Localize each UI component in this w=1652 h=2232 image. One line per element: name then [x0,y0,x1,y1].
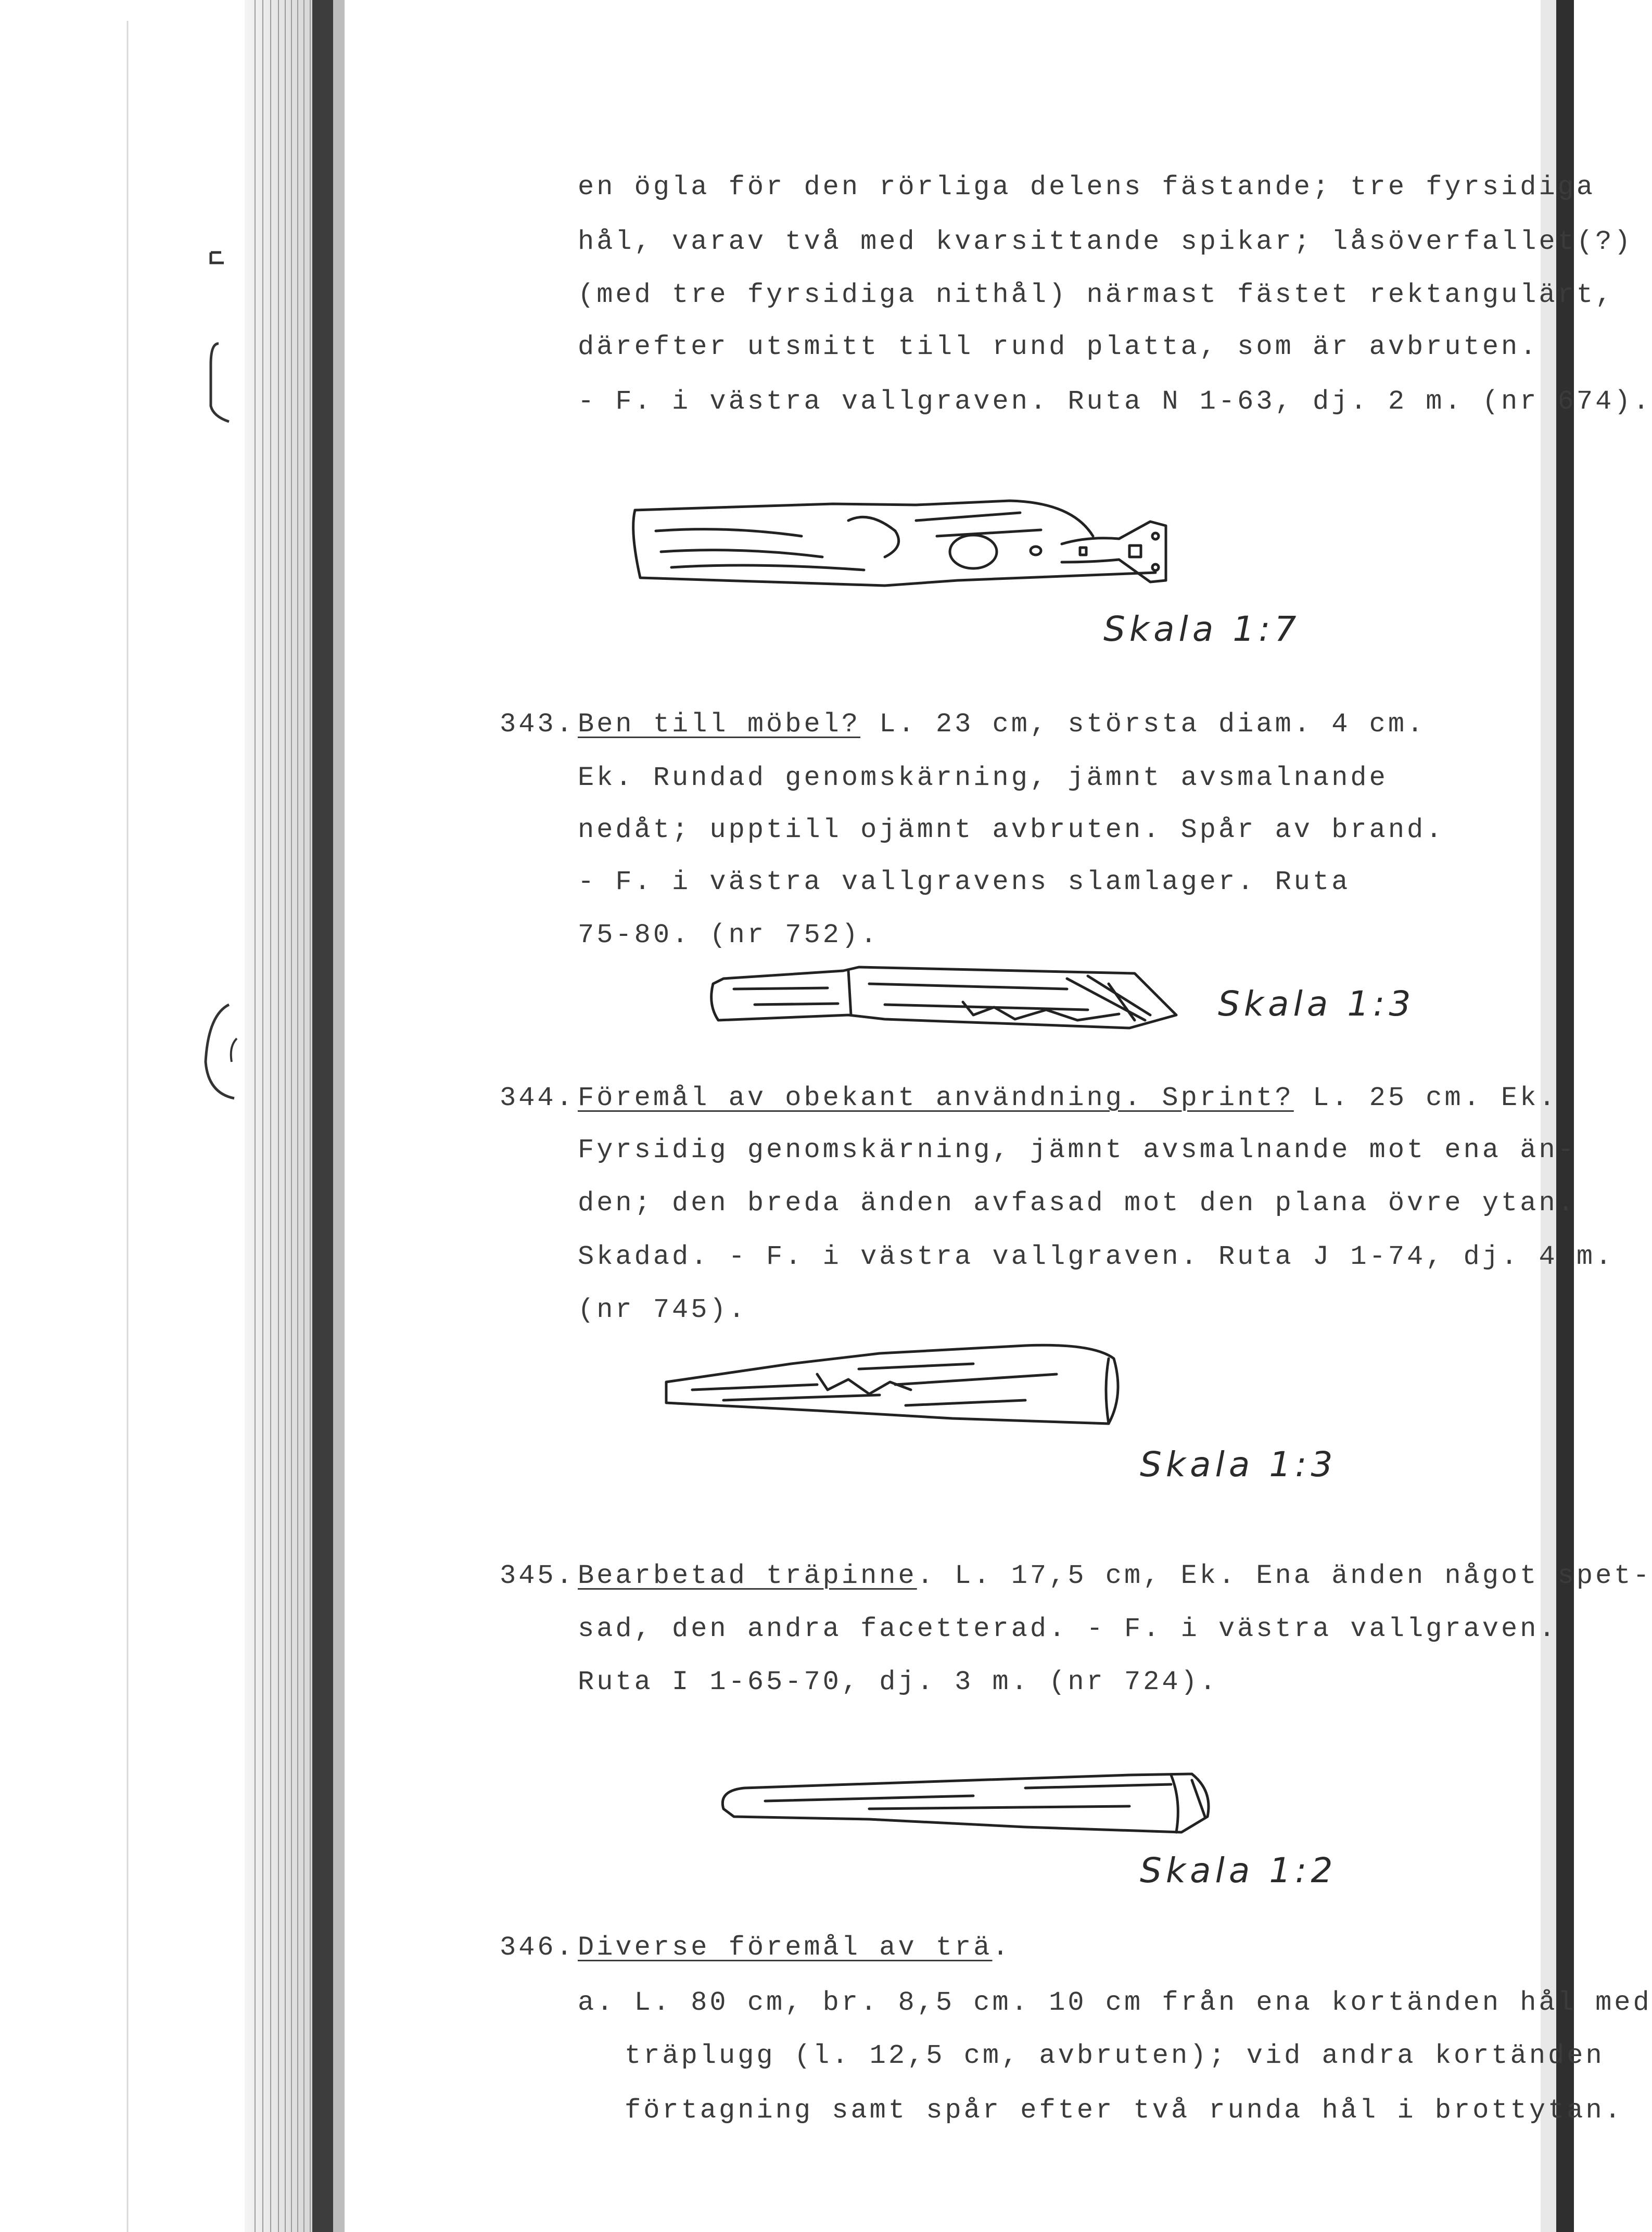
scale-label: Skala 1:7 [1103,609,1301,649]
text-line: en ögla för den rörliga delens fästande; tre fyrsidiga [578,172,1596,202]
text-line: därefter utsmitt till rund platta, som är avbruten. [578,332,1539,362]
text-line: a. L. 80 cm, br. 8,5 cm. 10 cm från ena kortänden hål med [578,1987,1652,2018]
text-line: (nr 745). [578,1295,747,1325]
furniture-leg-drawing [703,953,1192,1041]
text-line: (med tre fyrsidiga nithål) närmast fästet rektangulärt, [578,280,1615,310]
text-line: 75-80. (nr 752). [578,920,880,950]
text-line: Fyrsidig genomskärning, jämnt avsmalnande mot ena än- [578,1135,1577,1165]
text-line: - F. i västra vallgravens slamlager. Ruta [578,867,1351,897]
scale-label: Skala 1:2 [1140,1850,1337,1891]
entry-title: Bearbetad träpinne [578,1561,917,1591]
entry-number: 344. [500,1083,575,1113]
scale-label: Skala 1:3 [1140,1444,1337,1485]
entry-title-line [578,1932,1011,1963]
entry-title-line [578,1083,1558,1113]
entry-text: . [992,1932,1011,1963]
entry-number: 343. [500,709,575,740]
text-line: träplugg (l. 12,5 cm, avbruten); vid andra kortänden [625,2040,1605,2071]
entry-number: 345. [500,1561,575,1591]
text-line: hål, varav två med kvarsittande spikar; låsöverfallet(?) [578,226,1633,257]
text-line: Skadad. - F. i västra vallgraven. Ruta J 1-74, dj. 4 m. [578,1241,1615,1272]
entry-text: . L. 17,5 cm, Ek. Ena änden något spet- [917,1561,1652,1591]
text-line: - F. i västra vallgraven. Ruta N 1-63, dj. 2 m. (nr 674). [578,386,1652,417]
text-line: förtagning samt spår efter två runda hål i brottytan. [625,2095,1623,2126]
entry-text: L. 23 cm, största diam. 4 cm. [860,709,1426,740]
text-line: Ruta I 1-65-70, dj. 3 m. (nr 724). [578,1667,1218,1697]
entry-title: Diverse föremål av trä [578,1932,993,1963]
entry-text: L. 25 cm. Ek. [1293,1083,1558,1113]
entry-title: Ben till möbel? [578,709,861,740]
entry-title-line [578,1561,1652,1591]
entry-number: 346. [500,1932,575,1963]
text-line: den; den breda änden avfasad mot den plana övre ytan. [578,1188,1577,1219]
text-line: Ek. Rundad genomskärning, jämnt avsmalnande [578,763,1388,793]
entry-title-line [578,709,1426,740]
text-line: nedåt; upptill ojämnt avbruten. Spår av brand. [578,815,1445,845]
text-line: sad, den andra facetterad. - F. i västra vallgraven. [578,1614,1558,1644]
scale-label: Skala 1:3 [1218,984,1415,1024]
sprint-drawing [661,1333,1181,1437]
hasp-drawing [625,489,1280,604]
entry-title: Föremål av obekant användning. Sprint? [578,1083,1294,1113]
wooden-peg-drawing [713,1759,1234,1848]
